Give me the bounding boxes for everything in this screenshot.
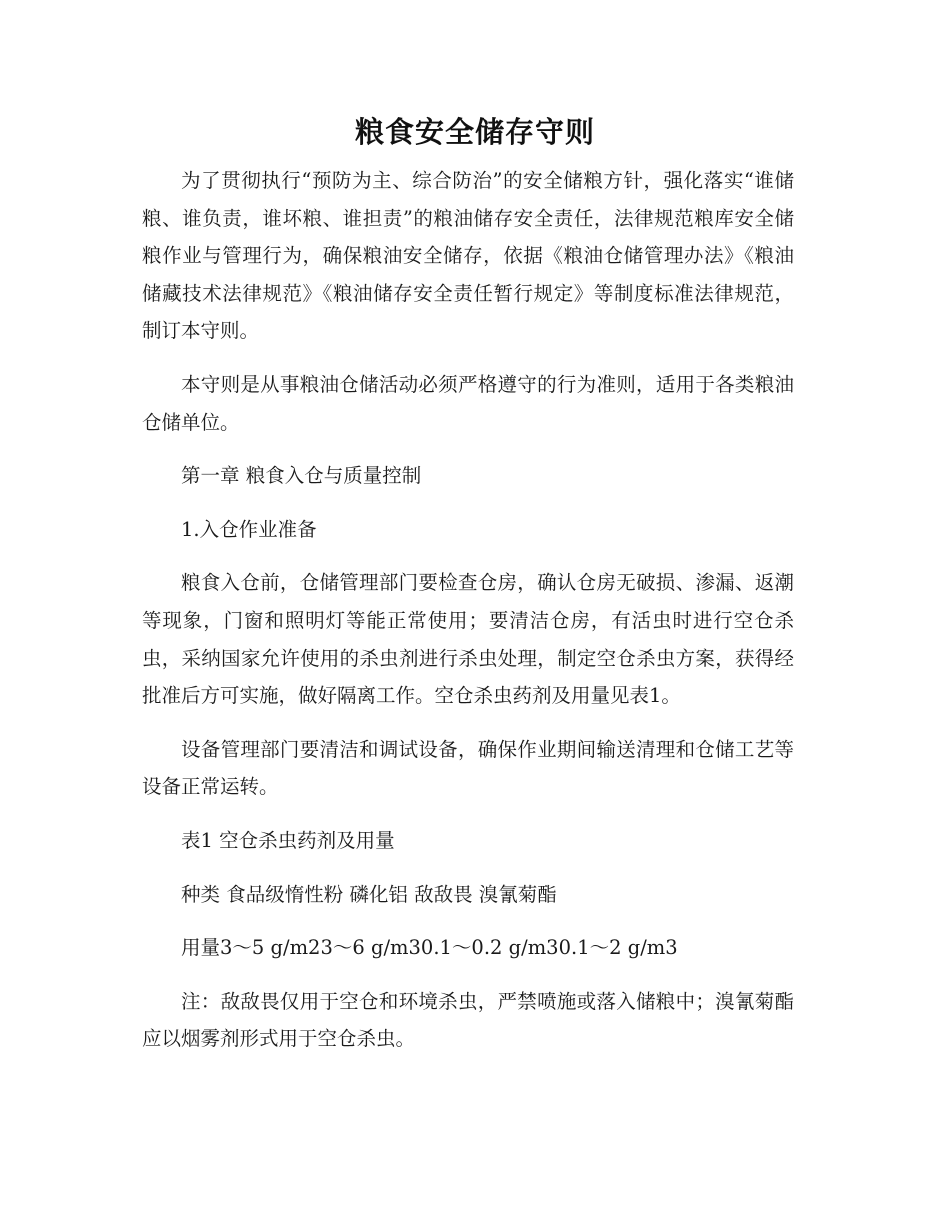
table-caption: 表1 空仓杀虫药剂及用量 bbox=[181, 828, 395, 852]
paragraph-equipment-prep: 设备管理部门要清洁和调试设备，确保作业期间输送清理和仓储工艺等设备正常运转。 bbox=[142, 737, 794, 799]
table-row-types: 种类 食品级惰性粉 磷化铝 敌敌畏 溴氰菊酯 bbox=[181, 882, 557, 906]
chapter-heading: 第一章 粮食入仓与质量控制 bbox=[181, 464, 422, 488]
document-title: 粮食安全储存守则 bbox=[354, 115, 595, 149]
table-note: 注：敌敌畏仅用于空仓和环境杀虫，严禁喷施或落入储粮中；溴氰菊酯应以烟雾剂形式用于空仓杀虫。 bbox=[142, 989, 794, 1051]
document-body bbox=[142, 162, 794, 1074]
paragraph-warehouse-prep: 粮食入仓前，仓储管理部门要检查仓房，确认仓房无破损、渗漏、返潮等现象，门窗和照明灯等能正常使用；要清洁仓房，有活虫时进行空仓杀虫，采纳国家允许使用的杀虫剂进行杀虫处理，制定空仓杀虫方案，获得经批准后方可实施，做好隔离工作。空仓杀虫药剂及用量见表1。 bbox=[142, 571, 794, 708]
table-row-dosage: 用量3～5 g/m23～6 g/m30.1～0.2 g/m30.1～2 g/m3 bbox=[181, 936, 678, 960]
paragraph-scope: 本守则是从事粮油仓储活动必须严格遵守的行为准则，适用于各类粮油仓储单位。 bbox=[142, 372, 794, 434]
paragraph-intro: 为了贯彻执行“预防为主、综合防治”的安全储粮方针，强化落实“谁储粮、谁负责，谁坏粮、谁担责”的粮油储存安全责任，法律规范粮库安全储粮作业与管理行为，确保粮油安全储存，依据《粮油仓储管理办法》《粮油储藏技术法律规范》《粮油储存安全责任暂行规定》等制度标准法律规范，制订本守则。 bbox=[142, 169, 794, 343]
section-heading: 1.入仓作业准备 bbox=[181, 517, 317, 541]
